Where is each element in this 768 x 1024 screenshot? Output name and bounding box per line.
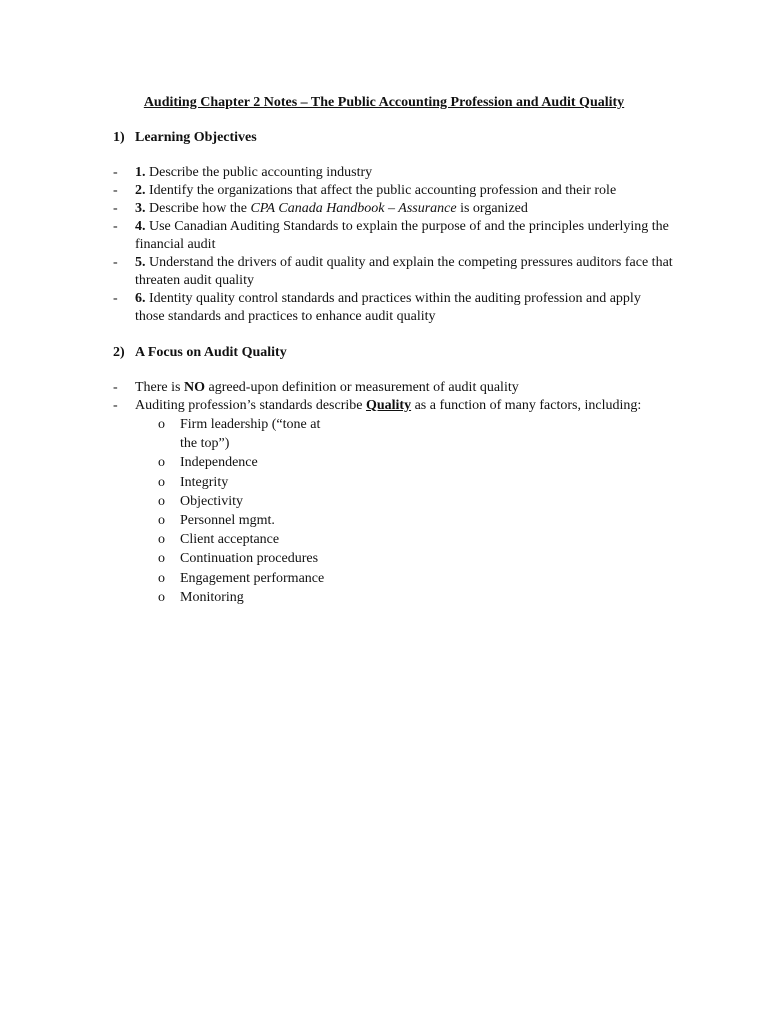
list-item bbox=[113, 164, 673, 182]
section-title: A Focus on Audit Quality bbox=[135, 345, 287, 360]
list-item bbox=[113, 182, 673, 200]
bullet-marker: o bbox=[158, 532, 165, 548]
factor-text: Monitoring bbox=[180, 589, 244, 605]
objective-number: 2. bbox=[135, 183, 146, 198]
factor-text: Objectivity bbox=[180, 493, 243, 509]
factor-text: Continuation procedures bbox=[180, 551, 319, 567]
bullet-marker: o bbox=[158, 455, 165, 471]
dash-marker: - bbox=[113, 165, 118, 180]
dash-marker: - bbox=[113, 219, 118, 234]
list-item bbox=[113, 218, 673, 254]
list-item bbox=[113, 200, 673, 218]
bullet-marker: o bbox=[158, 589, 165, 605]
objective-text: Use Canadian Auditing Standards to explain the purpose of and the principles underlying the financial audit bbox=[135, 219, 669, 252]
dash-marker: - bbox=[113, 201, 118, 216]
dash-marker: - bbox=[113, 255, 118, 270]
list-item bbox=[113, 254, 673, 290]
section-title: Learning Objectives bbox=[135, 130, 257, 145]
section-heading-audit-quality bbox=[113, 344, 287, 362]
factor-item bbox=[135, 549, 335, 568]
factor-item bbox=[135, 530, 335, 549]
emphasis-no: NO bbox=[183, 380, 205, 395]
bullet-marker: o bbox=[158, 474, 165, 490]
section-heading-learning-objectives bbox=[113, 129, 257, 147]
page-title: Auditing Chapter 2 Notes – The Public Accounting Profession and Audit Quality bbox=[143, 95, 625, 110]
handbook-title: CPA Canada Handbook – Assurance bbox=[250, 201, 457, 216]
factor-item bbox=[135, 492, 335, 511]
bullet-marker: o bbox=[158, 493, 165, 509]
objective-text: Identify the organizations that affect the public accounting profession and their role bbox=[145, 183, 617, 198]
factor-item bbox=[135, 415, 335, 453]
objective-number: 5. bbox=[135, 255, 146, 270]
objective-number: 1. bbox=[135, 165, 146, 180]
objective-text: is organized bbox=[456, 201, 528, 216]
list-item bbox=[113, 290, 673, 326]
item-text: Auditing profession’s standards describe bbox=[135, 398, 366, 413]
dash-marker: - bbox=[113, 398, 118, 413]
item-text: agreed-upon definition or measurement of audit quality bbox=[204, 380, 519, 395]
objective-text: Describe the public accounting industry bbox=[145, 165, 373, 180]
bullet-marker: o bbox=[158, 513, 165, 529]
quality-factors-list bbox=[135, 415, 335, 607]
factor-text: Integrity bbox=[180, 474, 229, 490]
objective-text: Describe how the bbox=[145, 201, 251, 216]
factor-text: Independence bbox=[180, 455, 258, 471]
factor-item bbox=[135, 569, 335, 588]
objective-text: Understand the drivers of audit quality and explain the competing pressures auditors face that threaten audit quality bbox=[135, 255, 673, 288]
objective-number: 3. bbox=[135, 201, 146, 216]
item-text: There is bbox=[135, 380, 184, 395]
dash-marker: - bbox=[113, 183, 118, 198]
objective-number: 6. bbox=[135, 291, 146, 306]
factor-item bbox=[135, 588, 335, 607]
factor-text: Firm leadership (“tone at the top”) bbox=[180, 417, 321, 452]
section-number: 2) bbox=[113, 345, 125, 360]
objective-text: Identity quality control standards and practices within the auditing profession and apply those standards and practices to enhance audit quality bbox=[135, 291, 641, 324]
factor-text: Personnel mgmt. bbox=[180, 513, 275, 529]
factor-text: Client acceptance bbox=[180, 532, 280, 548]
factor-item bbox=[135, 511, 335, 530]
bullet-marker: o bbox=[158, 570, 165, 586]
bullet-marker: o bbox=[158, 551, 165, 567]
item-text: as a function of many factors, including: bbox=[411, 398, 642, 413]
dash-marker: - bbox=[113, 291, 118, 306]
section-number: 1) bbox=[113, 130, 125, 145]
audit-quality-list bbox=[113, 379, 673, 607]
bullet-marker: o bbox=[158, 417, 165, 432]
emphasis-quality: Quality bbox=[365, 398, 412, 413]
list-item bbox=[113, 397, 673, 607]
learning-objectives-list bbox=[113, 164, 673, 326]
factor-item bbox=[135, 473, 335, 492]
objective-number: 4. bbox=[135, 219, 146, 234]
factor-text: Engagement performance bbox=[180, 570, 325, 586]
factor-item bbox=[135, 453, 335, 472]
list-item bbox=[113, 379, 673, 397]
dash-marker: - bbox=[113, 380, 118, 395]
